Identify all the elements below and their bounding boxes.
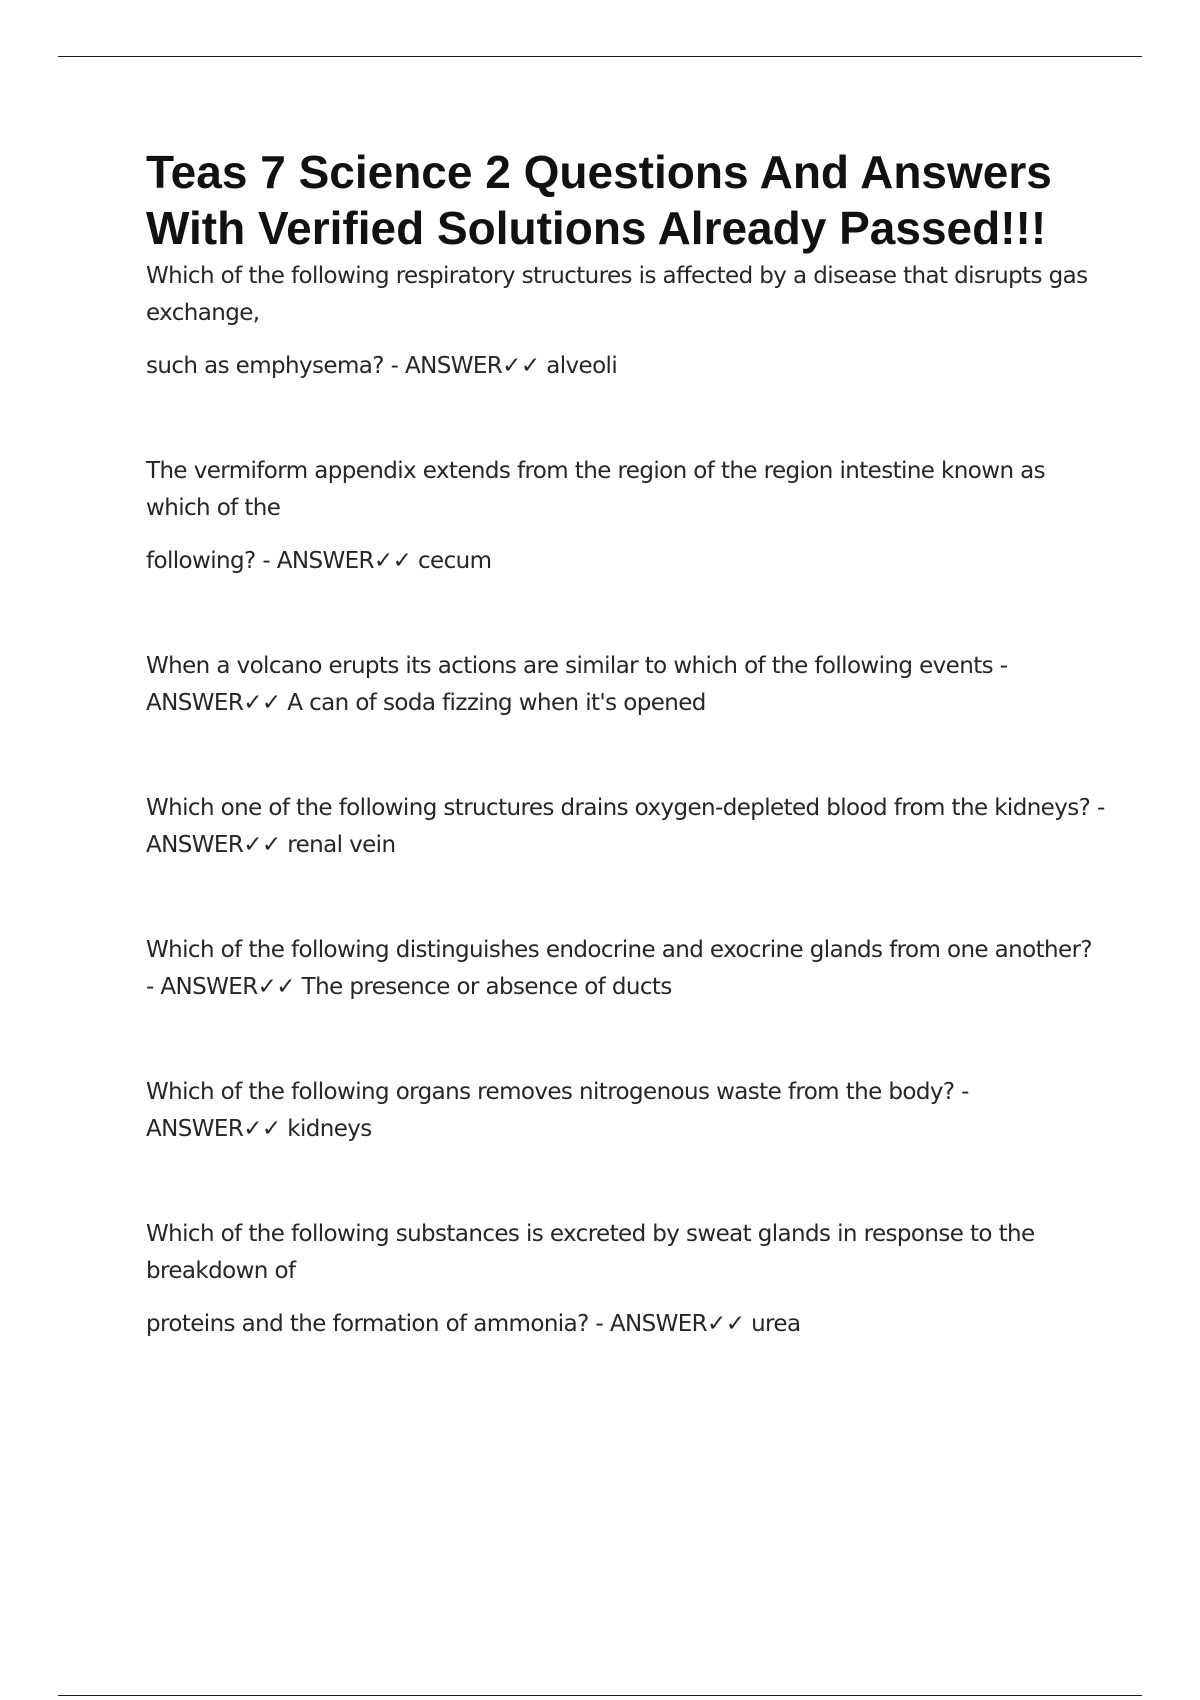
question-answer-text: following? - ANSWER✓✓ cecum (146, 548, 492, 574)
top-rule (58, 56, 1142, 57)
question-answer-text: Which of the following organs removes nitrogenous waste from the body? - ANSWER✓✓ kidneys (146, 1079, 969, 1142)
question-answer-text: Which one of the following structures drains oxygen-depleted blood from the kidneys? - ANSWER✓✓ renal vein (146, 795, 1105, 858)
question-answer-text: When a volcano erupts its actions are similar to which of the following events - ANSWER✓✓ A can of soda fizzing when it's opened (146, 653, 1008, 716)
qa-item-3 (146, 648, 1106, 722)
qa-item-5 (146, 932, 1106, 1006)
qa-item-6 (146, 1074, 1106, 1148)
question-answer-text: such as emphysema? - ANSWER✓✓ alveoli (146, 353, 618, 379)
question-text: Which of the following substances is excreted by sweat glands in response to the breakdown of (146, 1221, 1035, 1284)
qa-item-4 (146, 790, 1106, 864)
question-text: Which of the following respiratory structures is affected by a disease that disrupts gas exchange, (146, 263, 1088, 326)
question-answer-text: proteins and the formation of ammonia? - ANSWER✓✓ urea (146, 1311, 801, 1337)
bottom-rule (58, 1695, 1142, 1696)
qa-item-1 (146, 258, 1106, 385)
qa-item-2 (146, 453, 1106, 580)
document-title: Teas 7 Science 2 Questions And Answers With Verified Solutions Already Passed!!! (146, 146, 1052, 254)
document-body (146, 144, 1106, 1343)
qa-item-7 (146, 1216, 1106, 1343)
question-text: The vermiform appendix extends from the region of the region intestine known as which of the (146, 458, 1046, 521)
question-answer-text: Which of the following distinguishes endocrine and exocrine glands from one another? - ANSWER✓✓ The presence or absence of ducts (146, 937, 1093, 1000)
